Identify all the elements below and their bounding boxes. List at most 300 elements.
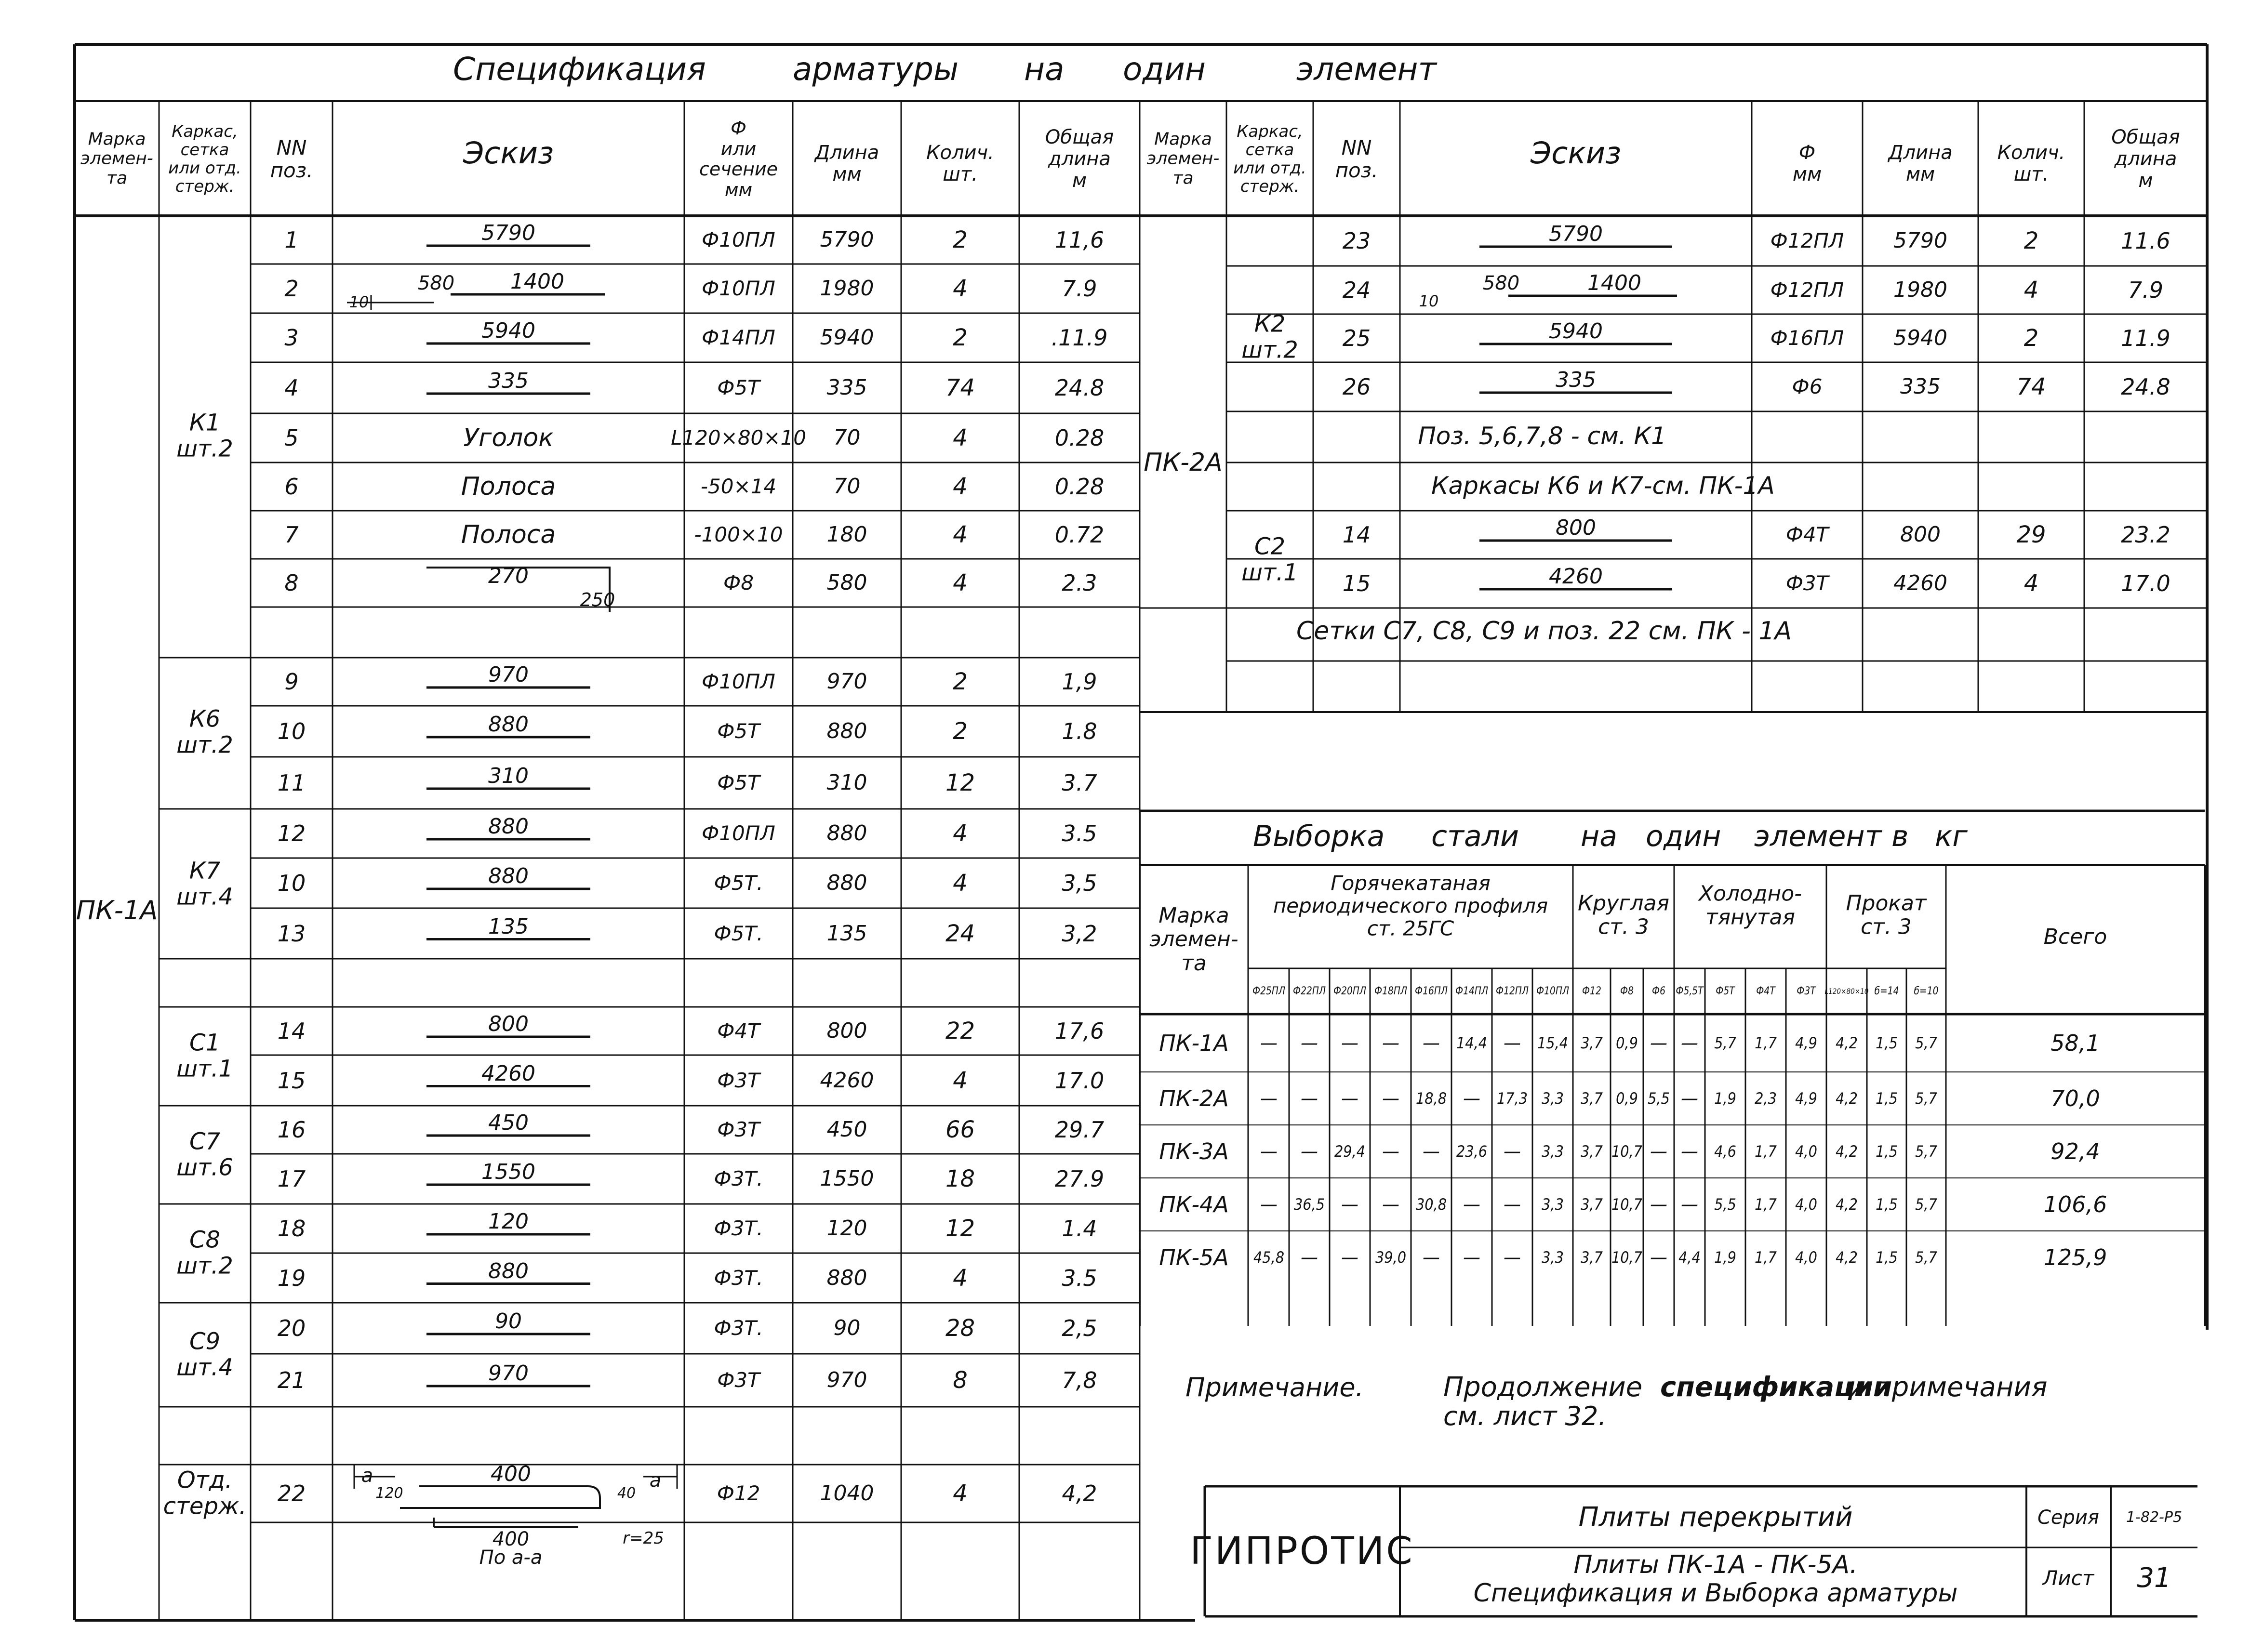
bar-quantity: 4 bbox=[953, 870, 968, 897]
header-pos: NN поз. bbox=[270, 135, 313, 182]
pos-number: 13 bbox=[277, 920, 306, 947]
steel-cell: — bbox=[1463, 1193, 1480, 1216]
header-frame-right: Каркас, сетка или отд. стерж. bbox=[1233, 121, 1306, 197]
sketch-dim-small: 40 bbox=[617, 1485, 636, 1502]
steel-cell: — bbox=[1260, 1193, 1278, 1216]
steel-cell: — bbox=[1504, 1140, 1521, 1163]
bar-length-right: 4260 bbox=[1893, 571, 1947, 595]
header-total-right: Общая длина м bbox=[2111, 126, 2180, 192]
pos-number: 1 bbox=[284, 227, 299, 253]
bar-quantity: 2 bbox=[953, 324, 968, 351]
stamp-title-1: Плиты перекрытий bbox=[1578, 1502, 1853, 1533]
steel-cell: 0,9 bbox=[1616, 1034, 1638, 1052]
header-phi-right: Ф мм bbox=[1792, 142, 1822, 185]
bar-total-length: 2,5 bbox=[1062, 1315, 1097, 1341]
steel-subheader: Ф14ПЛ bbox=[1455, 985, 1489, 997]
bar-quantity: 4 bbox=[953, 275, 968, 302]
bar-diameter: Ф5Т bbox=[717, 376, 760, 399]
bar-length: 4260 bbox=[820, 1068, 874, 1093]
steel-title-word: стали bbox=[1431, 819, 1519, 853]
sketch-dimension: 400 bbox=[491, 1462, 531, 1486]
steel-cell: 5,7 bbox=[1714, 1034, 1736, 1052]
bar-diameter: Ф3Т. bbox=[714, 1266, 763, 1290]
bar-length: 90 bbox=[833, 1316, 861, 1340]
steel-title-word: Выборка bbox=[1253, 819, 1385, 853]
steel-cell: 1,5 bbox=[1876, 1195, 1898, 1214]
note-text: Продолжение bbox=[1443, 1372, 1643, 1403]
pos-number: 2 bbox=[284, 276, 299, 302]
steel-cell: — bbox=[1301, 1140, 1318, 1163]
bar-quantity: 4 bbox=[953, 424, 968, 451]
pos-number: 21 bbox=[277, 1367, 306, 1393]
frame-label-k2: К2 шт.2 bbox=[1241, 310, 1298, 363]
pos-number: 5 bbox=[284, 425, 299, 451]
note-frames: Каркасы К6 и К7-см. ПК-1А bbox=[1431, 472, 1775, 500]
steel-cell: — bbox=[1681, 1140, 1698, 1163]
steel-cell: 1,5 bbox=[1876, 1034, 1898, 1052]
sketch-label: Полоса bbox=[461, 472, 556, 501]
spec-title-word: на bbox=[1024, 51, 1065, 88]
steel-row-total: 58,1 bbox=[2050, 1030, 2100, 1056]
steel-cell: 1,7 bbox=[1755, 1034, 1777, 1052]
steel-title-word: кг bbox=[1935, 819, 1968, 853]
steel-cell: 4,2 bbox=[1836, 1034, 1858, 1052]
pos-number-right: 14 bbox=[1342, 522, 1371, 548]
bar-total-length: 3.5 bbox=[1062, 820, 1097, 846]
note-text: см. лист 32. bbox=[1443, 1401, 1607, 1431]
bar-diameter-right: Ф4Т bbox=[1785, 523, 1829, 546]
sketch-radius: r=25 bbox=[623, 1529, 664, 1548]
steel-subheader: Ф12ПЛ bbox=[1495, 985, 1529, 997]
sketch-dimension-right: 335 bbox=[1556, 368, 1596, 392]
pos-number: 12 bbox=[277, 820, 306, 846]
steel-cell: 5,7 bbox=[1915, 1089, 1937, 1108]
sketch-dim-small: 10 bbox=[1419, 292, 1439, 310]
sketch-caption: По а-а bbox=[479, 1546, 543, 1569]
bar-total-length: 7.9 bbox=[1062, 276, 1097, 302]
pos-number-right: 26 bbox=[1342, 374, 1371, 400]
bar-diameter: Ф5Т. bbox=[714, 871, 763, 895]
sketch-dimension: 800 bbox=[488, 1012, 529, 1036]
sketch-label: Полоса bbox=[461, 520, 556, 549]
bar-diameter: Ф3Т bbox=[717, 1368, 760, 1392]
pos-number-right: 24 bbox=[1342, 277, 1371, 303]
spec-title-word: элемент bbox=[1296, 51, 1437, 88]
steel-cell: 3,3 bbox=[1542, 1195, 1564, 1214]
steel-cell: 4,2 bbox=[1836, 1195, 1858, 1214]
steel-cell: — bbox=[1681, 1193, 1698, 1216]
header-frame: Каркас, сетка или отд. стерж. bbox=[168, 121, 241, 197]
pos-number: 22 bbox=[277, 1480, 306, 1507]
steel-cell: 3,7 bbox=[1581, 1089, 1603, 1108]
sketch-dimension-right: 5790 bbox=[1549, 222, 1603, 246]
bar-total-right: 17.0 bbox=[2121, 570, 2170, 596]
sketch-dimension: 90 bbox=[495, 1309, 522, 1334]
bar-total-length: 29.7 bbox=[1054, 1117, 1105, 1143]
steel-cell: — bbox=[1301, 1032, 1318, 1054]
steel-subheader: б=10 bbox=[1914, 985, 1939, 997]
pos-number: 14 bbox=[277, 1018, 306, 1044]
bar-total-length: 2.3 bbox=[1062, 570, 1097, 596]
steel-cell: — bbox=[1341, 1246, 1358, 1269]
bar-total-length: 17.0 bbox=[1054, 1067, 1105, 1094]
steel-subheader: Ф25ПЛ bbox=[1252, 985, 1285, 997]
pos-number: 9 bbox=[284, 669, 299, 695]
bar-diameter: L120×80×10 bbox=[671, 426, 806, 449]
sketch-dim-small: 10 bbox=[349, 293, 369, 311]
bar-total-length: 3,2 bbox=[1062, 920, 1097, 947]
frame-label: С9 шт.4 bbox=[176, 1328, 233, 1381]
bar-quantity: 4 bbox=[953, 569, 968, 596]
bar-length: 180 bbox=[826, 522, 867, 547]
steel-cell: — bbox=[1260, 1032, 1278, 1054]
pos-number: 3 bbox=[284, 325, 299, 351]
bar-quantity: 24 bbox=[945, 920, 975, 947]
section-mark: а bbox=[361, 1465, 373, 1487]
sketch-dimension: 4260 bbox=[481, 1061, 535, 1086]
note-nets: Сетки С7, С8, С9 и поз. 22 см. ПК - 1А bbox=[1296, 617, 1792, 646]
bar-quantity: 4 bbox=[953, 1264, 968, 1292]
steel-cell: 17,3 bbox=[1496, 1089, 1528, 1108]
bar-length: 800 bbox=[826, 1018, 867, 1043]
bar-length: 880 bbox=[826, 871, 867, 895]
bar-diameter: Ф3Т. bbox=[714, 1216, 763, 1240]
pos-number: 19 bbox=[277, 1265, 306, 1291]
header-phi: Ф или сечение мм bbox=[699, 117, 778, 200]
steel-row-mark: ПК-5А bbox=[1159, 1244, 1229, 1270]
bar-diameter: Ф10ПЛ bbox=[702, 228, 775, 251]
sketch-dimension: 135 bbox=[488, 914, 529, 939]
steel-row-mark: ПК-1А bbox=[1159, 1030, 1229, 1056]
steel-subheader: Ф4Т bbox=[1756, 985, 1775, 997]
steel-cell: 5,7 bbox=[1915, 1248, 1937, 1267]
pos-number: 16 bbox=[277, 1117, 306, 1143]
bar-length: 70 bbox=[833, 474, 861, 499]
header-sketch-right: Эскиз bbox=[1530, 135, 1622, 171]
sketch-label: Уголок bbox=[463, 423, 554, 452]
bar-length: 880 bbox=[826, 821, 867, 846]
bar-quantity-right: 74 bbox=[2016, 373, 2046, 400]
note-text-bold: спецификации bbox=[1660, 1372, 1892, 1403]
bar-length: 580 bbox=[826, 570, 867, 595]
steel-cell: 4,2 bbox=[1836, 1248, 1858, 1267]
bar-quantity-right: 4 bbox=[2024, 570, 2039, 597]
pos-number-right: 15 bbox=[1342, 570, 1371, 596]
steel-cell: 4,0 bbox=[1795, 1142, 1817, 1161]
sketch-dim-small: 120 bbox=[375, 1485, 403, 1502]
bar-total-right: 23.2 bbox=[2121, 522, 2170, 548]
bar-diameter: -50×14 bbox=[700, 475, 777, 498]
sketch-dimension: 120 bbox=[488, 1209, 529, 1234]
steel-cell: 3,7 bbox=[1581, 1248, 1603, 1267]
pos-number: 10 bbox=[277, 718, 306, 744]
header-pos-right: NN поз. bbox=[1335, 135, 1378, 182]
bar-quantity: 2 bbox=[953, 226, 968, 253]
stamp-organization: ГИПРОТИС bbox=[1190, 1530, 1414, 1573]
pos-number: 8 bbox=[284, 570, 299, 596]
steel-cell: — bbox=[1341, 1193, 1358, 1216]
sketch-dimension: 970 bbox=[488, 662, 529, 687]
sketch-hook-dim: 250 bbox=[580, 589, 615, 610]
header-qty-right: Колич. шт. bbox=[1997, 142, 2065, 185]
bar-quantity: 74 bbox=[945, 374, 975, 401]
steel-group-round: Круглая ст. 3 bbox=[1578, 891, 1669, 939]
bar-diameter: Ф4Т bbox=[717, 1019, 760, 1043]
steel-header-total: Всего bbox=[2043, 925, 2107, 949]
steel-cell: 1,7 bbox=[1755, 1142, 1777, 1161]
sketch-dimension-right: 1400 bbox=[1587, 271, 1641, 295]
steel-cell: — bbox=[1463, 1087, 1480, 1110]
pos-number-right: 23 bbox=[1342, 228, 1371, 254]
bar-length-right: 800 bbox=[1900, 522, 1941, 547]
pos-number: 10 bbox=[277, 870, 306, 896]
bar-quantity: 2 bbox=[953, 718, 968, 745]
bar-total-length: 3,5 bbox=[1062, 870, 1097, 896]
bar-quantity-right: 2 bbox=[2024, 227, 2039, 254]
steel-cell: — bbox=[1260, 1140, 1278, 1163]
steel-row-mark: ПК-4А bbox=[1159, 1191, 1229, 1217]
pos-number: 11 bbox=[277, 770, 306, 796]
steel-cell: 10,7 bbox=[1611, 1248, 1643, 1267]
steel-cell: — bbox=[1301, 1087, 1318, 1110]
bar-total-length: 27.9 bbox=[1054, 1166, 1105, 1192]
header-total: Общая длина м bbox=[1045, 126, 1114, 192]
bar-diameter: -100×10 bbox=[694, 523, 783, 546]
section-mark: а bbox=[649, 1469, 662, 1492]
steel-cell: — bbox=[1423, 1246, 1440, 1269]
bar-total-length: 1.8 bbox=[1062, 718, 1097, 744]
header-mark: Марка элемен- та bbox=[80, 129, 153, 188]
steel-cell: 30,8 bbox=[1415, 1195, 1447, 1214]
steel-cell: 4,6 bbox=[1714, 1142, 1736, 1161]
bar-length: 335 bbox=[826, 375, 867, 400]
bar-quantity-right: 2 bbox=[2024, 325, 2039, 352]
stamp-series-value: 1-82-Р5 bbox=[2126, 1509, 2183, 1526]
bar-length: 1040 bbox=[820, 1481, 874, 1506]
bar-length: 1550 bbox=[820, 1166, 874, 1191]
frame-label: К7 шт.4 bbox=[176, 857, 233, 910]
steel-subheader: Ф6 bbox=[1652, 985, 1665, 997]
stamp-title-2: Плиты ПК-1А - ПК-5А. bbox=[1573, 1550, 1858, 1579]
steel-subheader: Ф22ПЛ bbox=[1292, 985, 1326, 997]
steel-cell: 3,7 bbox=[1581, 1142, 1603, 1161]
bar-total-right: 24.8 bbox=[2121, 374, 2170, 400]
bar-total-length: 4,2 bbox=[1062, 1480, 1097, 1507]
steel-subheader: Ф12 bbox=[1582, 985, 1601, 997]
steel-cell: — bbox=[1382, 1032, 1399, 1054]
steel-cell: — bbox=[1382, 1140, 1399, 1163]
steel-cell: — bbox=[1681, 1087, 1698, 1110]
steel-cell: 29,4 bbox=[1334, 1142, 1366, 1161]
steel-cell: 5,5 bbox=[1714, 1195, 1736, 1214]
pos-number-right: 25 bbox=[1342, 325, 1371, 351]
frame-label-c2: С2 шт.1 bbox=[1241, 533, 1298, 586]
steel-cell: 4,0 bbox=[1795, 1195, 1817, 1214]
bar-length: 880 bbox=[826, 719, 867, 743]
header-mark-right: Марка элемен- та bbox=[1146, 129, 1220, 188]
steel-row-total: 92,4 bbox=[2050, 1138, 2100, 1164]
sketch-dimension-right: 4260 bbox=[1549, 564, 1603, 589]
bar-length: 120 bbox=[826, 1216, 867, 1241]
steel-cell: — bbox=[1301, 1246, 1318, 1269]
pos-number: 17 bbox=[277, 1166, 306, 1192]
bar-diameter: Ф8 bbox=[723, 571, 754, 595]
bar-quantity: 12 bbox=[945, 769, 975, 796]
bar-total-length: 1,9 bbox=[1062, 669, 1097, 695]
bar-total-length: 0.28 bbox=[1054, 425, 1105, 451]
steel-row-total: 106,6 bbox=[2043, 1191, 2107, 1217]
steel-cell: 36,5 bbox=[1293, 1195, 1325, 1214]
bar-total-length: 1.4 bbox=[1062, 1216, 1097, 1242]
frame-label: К1 шт.2 bbox=[176, 409, 233, 462]
bar-length: 880 bbox=[826, 1265, 867, 1290]
bar-length: 5940 bbox=[820, 325, 874, 350]
steel-cell: 5,7 bbox=[1915, 1195, 1937, 1214]
pos-number: 7 bbox=[284, 522, 299, 548]
steel-cell: 3,7 bbox=[1581, 1195, 1603, 1214]
bar-length-right: 5790 bbox=[1893, 228, 1947, 253]
steel-cell: — bbox=[1504, 1193, 1521, 1216]
steel-subheader: Ф16ПЛ bbox=[1414, 985, 1448, 997]
bar-quantity: 4 bbox=[953, 1067, 968, 1094]
bar-diameter: Ф10ПЛ bbox=[702, 821, 775, 845]
steel-group-rolled: Прокат ст. 3 bbox=[1846, 891, 1927, 939]
bar-quantity: 4 bbox=[953, 820, 968, 847]
sketch-dimension-right: 800 bbox=[1556, 515, 1596, 540]
header-qty: Колич. шт. bbox=[926, 142, 994, 185]
steel-cell: — bbox=[1382, 1087, 1399, 1110]
stamp-sheet-label: Лист bbox=[2042, 1566, 2094, 1590]
bar-total-length: 3.7 bbox=[1062, 770, 1097, 796]
stamp-title-3: Спецификация и Выборка арматуры bbox=[1473, 1579, 1958, 1608]
steel-cell: 0,9 bbox=[1616, 1089, 1638, 1108]
steel-cell: 14,4 bbox=[1456, 1034, 1488, 1052]
bar-total-length: 0.28 bbox=[1054, 474, 1105, 500]
sketch-dimension-right: 5940 bbox=[1549, 319, 1603, 344]
element-mark-pk2a: ПК-2А bbox=[1144, 448, 1223, 477]
bar-diameter: Ф10ПЛ bbox=[702, 277, 775, 300]
steel-subheader: Ф5Т bbox=[1716, 985, 1735, 997]
steel-cell: 5,7 bbox=[1915, 1034, 1937, 1052]
bar-diameter-right: Ф3Т bbox=[1785, 571, 1829, 595]
steel-subheader: Ф20ПЛ bbox=[1333, 985, 1367, 997]
steel-subheader: Ф18ПЛ bbox=[1374, 985, 1407, 997]
sketch-dim-mid: 580 bbox=[417, 272, 455, 294]
steel-header-mark: Марка элемен- та bbox=[1149, 903, 1238, 976]
steel-cell: — bbox=[1650, 1032, 1667, 1054]
steel-cell: 4,0 bbox=[1795, 1248, 1817, 1267]
steel-row-total: 125,9 bbox=[2043, 1244, 2107, 1270]
bar-total-length: 0.72 bbox=[1054, 522, 1105, 548]
header-length: Длина мм bbox=[814, 142, 879, 185]
spec-title-word: арматуры bbox=[793, 51, 959, 88]
steel-cell: — bbox=[1650, 1246, 1667, 1269]
bar-diameter: Ф14ПЛ bbox=[702, 326, 775, 349]
sketch-dimension: 1400 bbox=[510, 269, 564, 294]
bar-length: 450 bbox=[826, 1117, 867, 1142]
bar-total-length: 17,6 bbox=[1054, 1018, 1105, 1044]
bar-quantity: 18 bbox=[945, 1165, 975, 1192]
steel-row-mark: ПК-2А bbox=[1159, 1085, 1229, 1111]
pos-number: 18 bbox=[277, 1216, 306, 1242]
pos-number: 20 bbox=[277, 1315, 306, 1341]
bar-diameter-right: Ф6 bbox=[1792, 375, 1823, 398]
steel-cell: 5,7 bbox=[1915, 1142, 1937, 1161]
note-positions: Поз. 5,6,7,8 - см. К1 bbox=[1418, 422, 1666, 450]
bar-total-length: 3.5 bbox=[1062, 1265, 1097, 1291]
steel-subheader: б=14 bbox=[1874, 985, 1899, 997]
steel-cell: 1,9 bbox=[1714, 1248, 1736, 1267]
sketch-dimension: 5790 bbox=[481, 221, 535, 245]
bar-quantity: 2 bbox=[953, 668, 968, 695]
bar-quantity: 8 bbox=[953, 1367, 968, 1394]
steel-cell: 1,5 bbox=[1876, 1142, 1898, 1161]
steel-row-mark: ПК-3А bbox=[1159, 1138, 1229, 1164]
sketch-dimension: 880 bbox=[488, 814, 529, 839]
bar-diameter-right: Ф16ПЛ bbox=[1770, 326, 1844, 350]
steel-title-word: на bbox=[1581, 819, 1617, 853]
steel-row-total: 70,0 bbox=[2050, 1085, 2100, 1111]
bar-length: 135 bbox=[826, 921, 867, 946]
bar-diameter: Ф5Т bbox=[717, 719, 760, 743]
bar-diameter-right: Ф12ПЛ bbox=[1770, 229, 1844, 252]
bar-total-right: 11.6 bbox=[2121, 228, 2170, 254]
bar-length: 70 bbox=[833, 425, 861, 450]
bar-length-right: 5940 bbox=[1893, 326, 1947, 350]
bar-quantity: 4 bbox=[953, 1480, 968, 1507]
bar-diameter: Ф5Т bbox=[717, 771, 760, 794]
steel-cell: — bbox=[1650, 1140, 1667, 1163]
stamp-sheet-number: 31 bbox=[2137, 1562, 2171, 1594]
steel-cell: — bbox=[1504, 1246, 1521, 1269]
frame-label: С1 шт.1 bbox=[176, 1029, 233, 1082]
bar-length: 310 bbox=[826, 770, 867, 795]
steel-cell: 23,6 bbox=[1456, 1142, 1488, 1161]
steel-cell: — bbox=[1504, 1032, 1521, 1054]
sketch-bar-22 bbox=[400, 1486, 600, 1508]
bar-total-length: 7,8 bbox=[1062, 1367, 1097, 1393]
bar-length: 5790 bbox=[820, 227, 874, 252]
steel-cell: — bbox=[1463, 1246, 1480, 1269]
steel-cell: 5,5 bbox=[1648, 1089, 1670, 1108]
steel-cell: 3,7 bbox=[1581, 1034, 1603, 1052]
sketch-dimension: 880 bbox=[488, 1258, 529, 1283]
bar-total-right: 11.9 bbox=[2121, 325, 2170, 351]
bar-length: 970 bbox=[826, 1368, 867, 1392]
steel-cell: 3,3 bbox=[1542, 1142, 1564, 1161]
steel-cell: 4,2 bbox=[1836, 1089, 1858, 1108]
steel-subheader: Ф10ПЛ bbox=[1536, 985, 1570, 997]
steel-cell: — bbox=[1341, 1087, 1358, 1110]
pos-number: 15 bbox=[277, 1067, 306, 1094]
steel-cell: 10,7 bbox=[1611, 1195, 1643, 1214]
steel-subheader: Ф8 bbox=[1620, 985, 1634, 997]
bar-diameter: Ф3Т. bbox=[714, 1167, 763, 1190]
sketch-dimension: 880 bbox=[488, 712, 529, 737]
bar-total-length: 24.8 bbox=[1054, 375, 1105, 401]
sketch-dimension: 270 bbox=[488, 564, 529, 588]
bar-length-right: 335 bbox=[1900, 374, 1941, 399]
bar-quantity: 4 bbox=[953, 473, 968, 500]
sketch-dimension: 5940 bbox=[481, 318, 535, 343]
bar-quantity: 12 bbox=[945, 1215, 975, 1242]
steel-group-cold: Холодно- тянутая bbox=[1698, 881, 1802, 930]
pos-number: 4 bbox=[284, 375, 299, 401]
frame-label: Отд. стерж. bbox=[163, 1467, 247, 1520]
steel-cell: — bbox=[1650, 1193, 1667, 1216]
steel-cell: — bbox=[1423, 1140, 1440, 1163]
bar-total-right: 7.9 bbox=[2128, 277, 2164, 303]
